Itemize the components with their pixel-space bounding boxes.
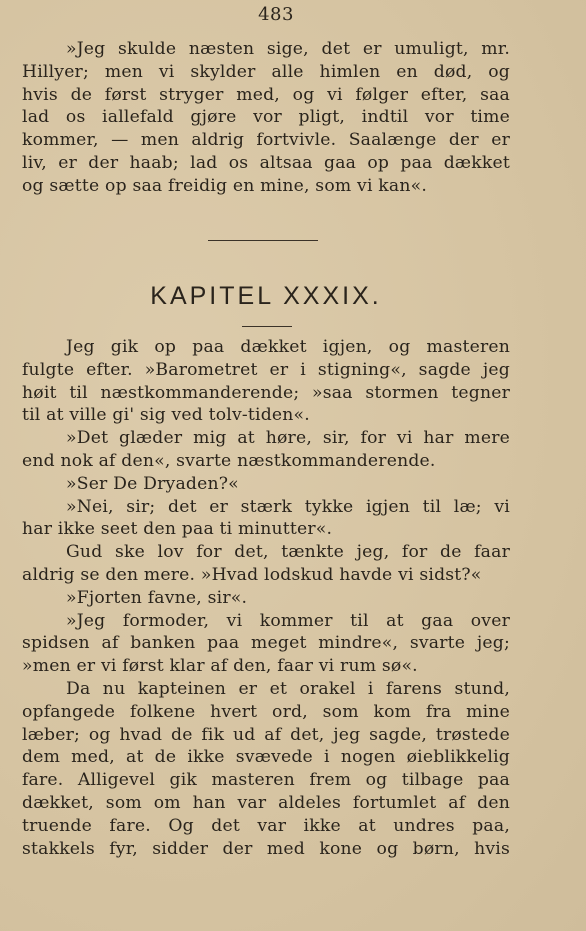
text-line: stakkels fyr, sidder der med kone og børn, hvis [22,838,510,859]
text-line: lad os iallefald gjøre vor pligt, indtil vor time [22,107,510,128]
text-line: Jeg gik op paa dækket igjen, og masteren [66,337,510,357]
section-divider [208,240,318,241]
text-line: og sætte op saa freidig en mine, som vi kan«. [22,175,428,196]
text-line: truende fare. Og det var ikke at undres paa, [22,815,510,836]
text-line: end nok af den«, svarte næstkommanderende. [22,450,436,471]
text-line: »Nei, sir; det er stærk tykke igjen til læ; vi [66,496,510,517]
text-line: Hillyer; men vi skylder alle himlen en død, og [22,61,510,82]
text-line: hvis de først stryger med, og vi følger efter, saa [22,84,510,105]
text-line: har ikke seet den paa ti minutter«. [22,519,333,540]
top-paragraph [22,38,510,198]
text-line: »Jeg formoder, vi kommer til at gaa over [66,610,510,631]
text-line: opfangede folkene hvert ord, som kom fra mine [22,701,510,722]
text-line: »Ser De Dryaden?« [66,473,239,494]
text-line: fulgte efter. »Barometret er i stigning«, sagde jeg [22,359,510,380]
text-line: »men er vi først klar af den, faar vi rum sø«. [22,656,418,677]
page-number: 483 [258,4,294,25]
text-line: læber; og hvad de fik ud af det, jeg sagde, trøstede [22,724,510,745]
text-line: »Det glæder mig at høre, sir, for vi har mere [66,428,510,449]
text-line: »Jeg skulde næsten sige, det er umuligt, mr. [66,39,510,59]
text-line: høit til næstkommanderende; »saa stormen tegner [22,382,510,403]
text-line: kommer, — men aldrig fortvivle. Saalænge der er [22,130,510,151]
text-line: »Fjorten favne, sir«. [66,587,248,608]
chapter-title: KAPITEL XXXIX. [150,282,382,310]
text-line: aldrig se den mere. »Hvad lodskud havde vi sidst?« [22,564,482,585]
text-line: fare. Alligevel gik masteren frem og tilbage paa [22,770,510,791]
text-line: til at ville gi' sig ved tolv-tiden«. [22,405,310,426]
text-line: dem med, at de ikke svævede i nogen øieblikkelig [22,747,510,768]
text-line: Gud ske lov for det, tænkte jeg, for de faar [66,542,510,563]
text-line: dækket, som om han var aldeles fortumlet af den [22,792,510,813]
title-underline [242,326,292,327]
text-line: liv, er der haab; lad os altsaa gaa op paa dækket [22,152,510,173]
text-line: Da nu kapteinen er et orakel i farens stund, [66,678,510,699]
chapter-body [22,336,510,860]
text-line: spidsen af banken paa meget mindre«, svarte jeg; [22,633,510,654]
